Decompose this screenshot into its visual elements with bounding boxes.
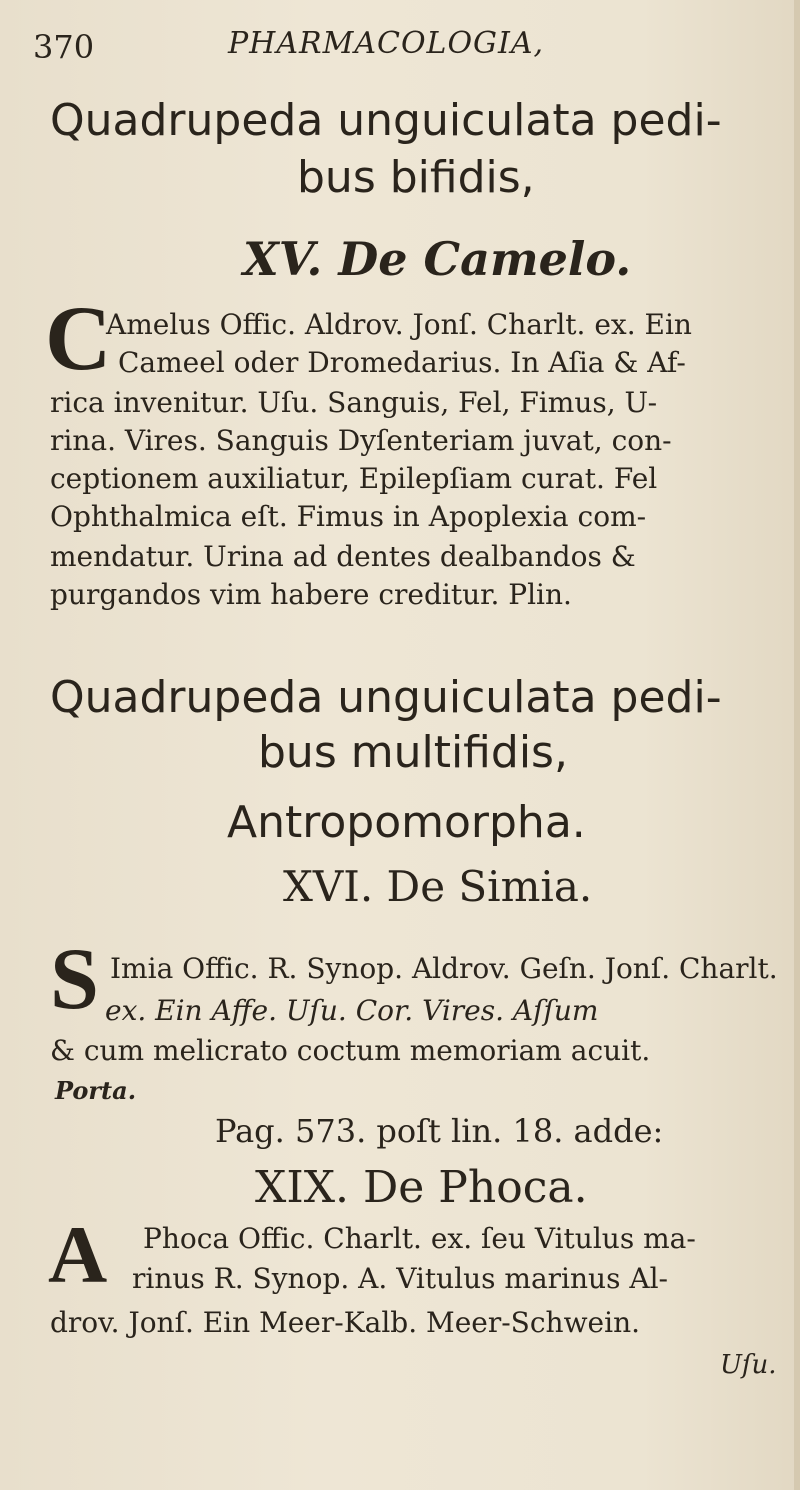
- simia-line-1: Imia Offic. R. Synop. Aldrov. Geſn. Jonſ. Charlt.: [110, 952, 778, 985]
- camelo-line-8: purgandos vim habere creditur. Plin.: [50, 578, 572, 611]
- simia-line-4: Porta.: [55, 1076, 137, 1105]
- section2-heading-line2: bus multifidis,: [258, 727, 568, 778]
- phoca-line-1: Phoca Offic. Charlt. ex. ſeu Vitulus ma-: [143, 1222, 696, 1255]
- running-title: PHARMACOLOGIA,: [228, 26, 545, 61]
- drop-cap-s: S: [50, 931, 99, 1028]
- simia-line-2: ex. Ein Affe. Uſu. Cor. Vires. Aſſum: [105, 994, 599, 1027]
- phoca-line-2: rinus R. Synop. A. Vitulus marinus Al-: [132, 1262, 668, 1295]
- addendum-note: Pag. 573. poſt lin. 18. adde:: [215, 1112, 664, 1150]
- camelo-line-1: Amelus Offic. Aldrov. Jonſ. Charlt. ex. Ein: [106, 308, 692, 341]
- section2-subheading: Antropomorpha.: [227, 797, 586, 848]
- drop-cap-a: A: [48, 1209, 108, 1300]
- phoca-line-3: drov. Jonſ. Ein Meer-Kalb. Meer-Schwein.: [50, 1306, 640, 1339]
- page-number: 370: [33, 28, 95, 66]
- camelo-line-7: mendatur. Urina ad dentes dealbandos &: [50, 540, 636, 573]
- camelo-line-5: ceptionem auxiliatur, Epilepſiam curat. Fel: [50, 462, 658, 495]
- drop-cap-c: C: [45, 287, 112, 389]
- chapter-title-simia: XVI. De Simia.: [283, 862, 593, 911]
- section2-heading-line1: Quadrupeda unguiculata pedi-: [50, 672, 722, 723]
- phoca-line-4: Uſu.: [720, 1350, 777, 1380]
- camelo-line-4: rina. Vires. Sanguis Dyſenteriam juvat, con-: [50, 424, 672, 457]
- section1-heading-line1: Quadrupeda unguiculata pedi-: [50, 95, 722, 146]
- simia-line-3: & cum melicrato coctum memoriam acuit.: [50, 1034, 651, 1067]
- camelo-line-3: rica invenitur. Uſu. Sanguis, Fel, Fimus, U-: [50, 386, 658, 419]
- chapter-title-camelo: XV. De Camelo.: [243, 232, 632, 286]
- page-edge: [794, 0, 800, 1490]
- section1-heading-line2: bus bifidis,: [297, 152, 535, 203]
- chapter-title-phoca: XIX. De Phoca.: [255, 1162, 588, 1213]
- camelo-line-6: Ophthalmica eſt. Fimus in Apoplexia com-: [50, 500, 647, 533]
- camelo-line-2: Cameel oder Dromedarius. In Aſia & Af-: [118, 346, 686, 379]
